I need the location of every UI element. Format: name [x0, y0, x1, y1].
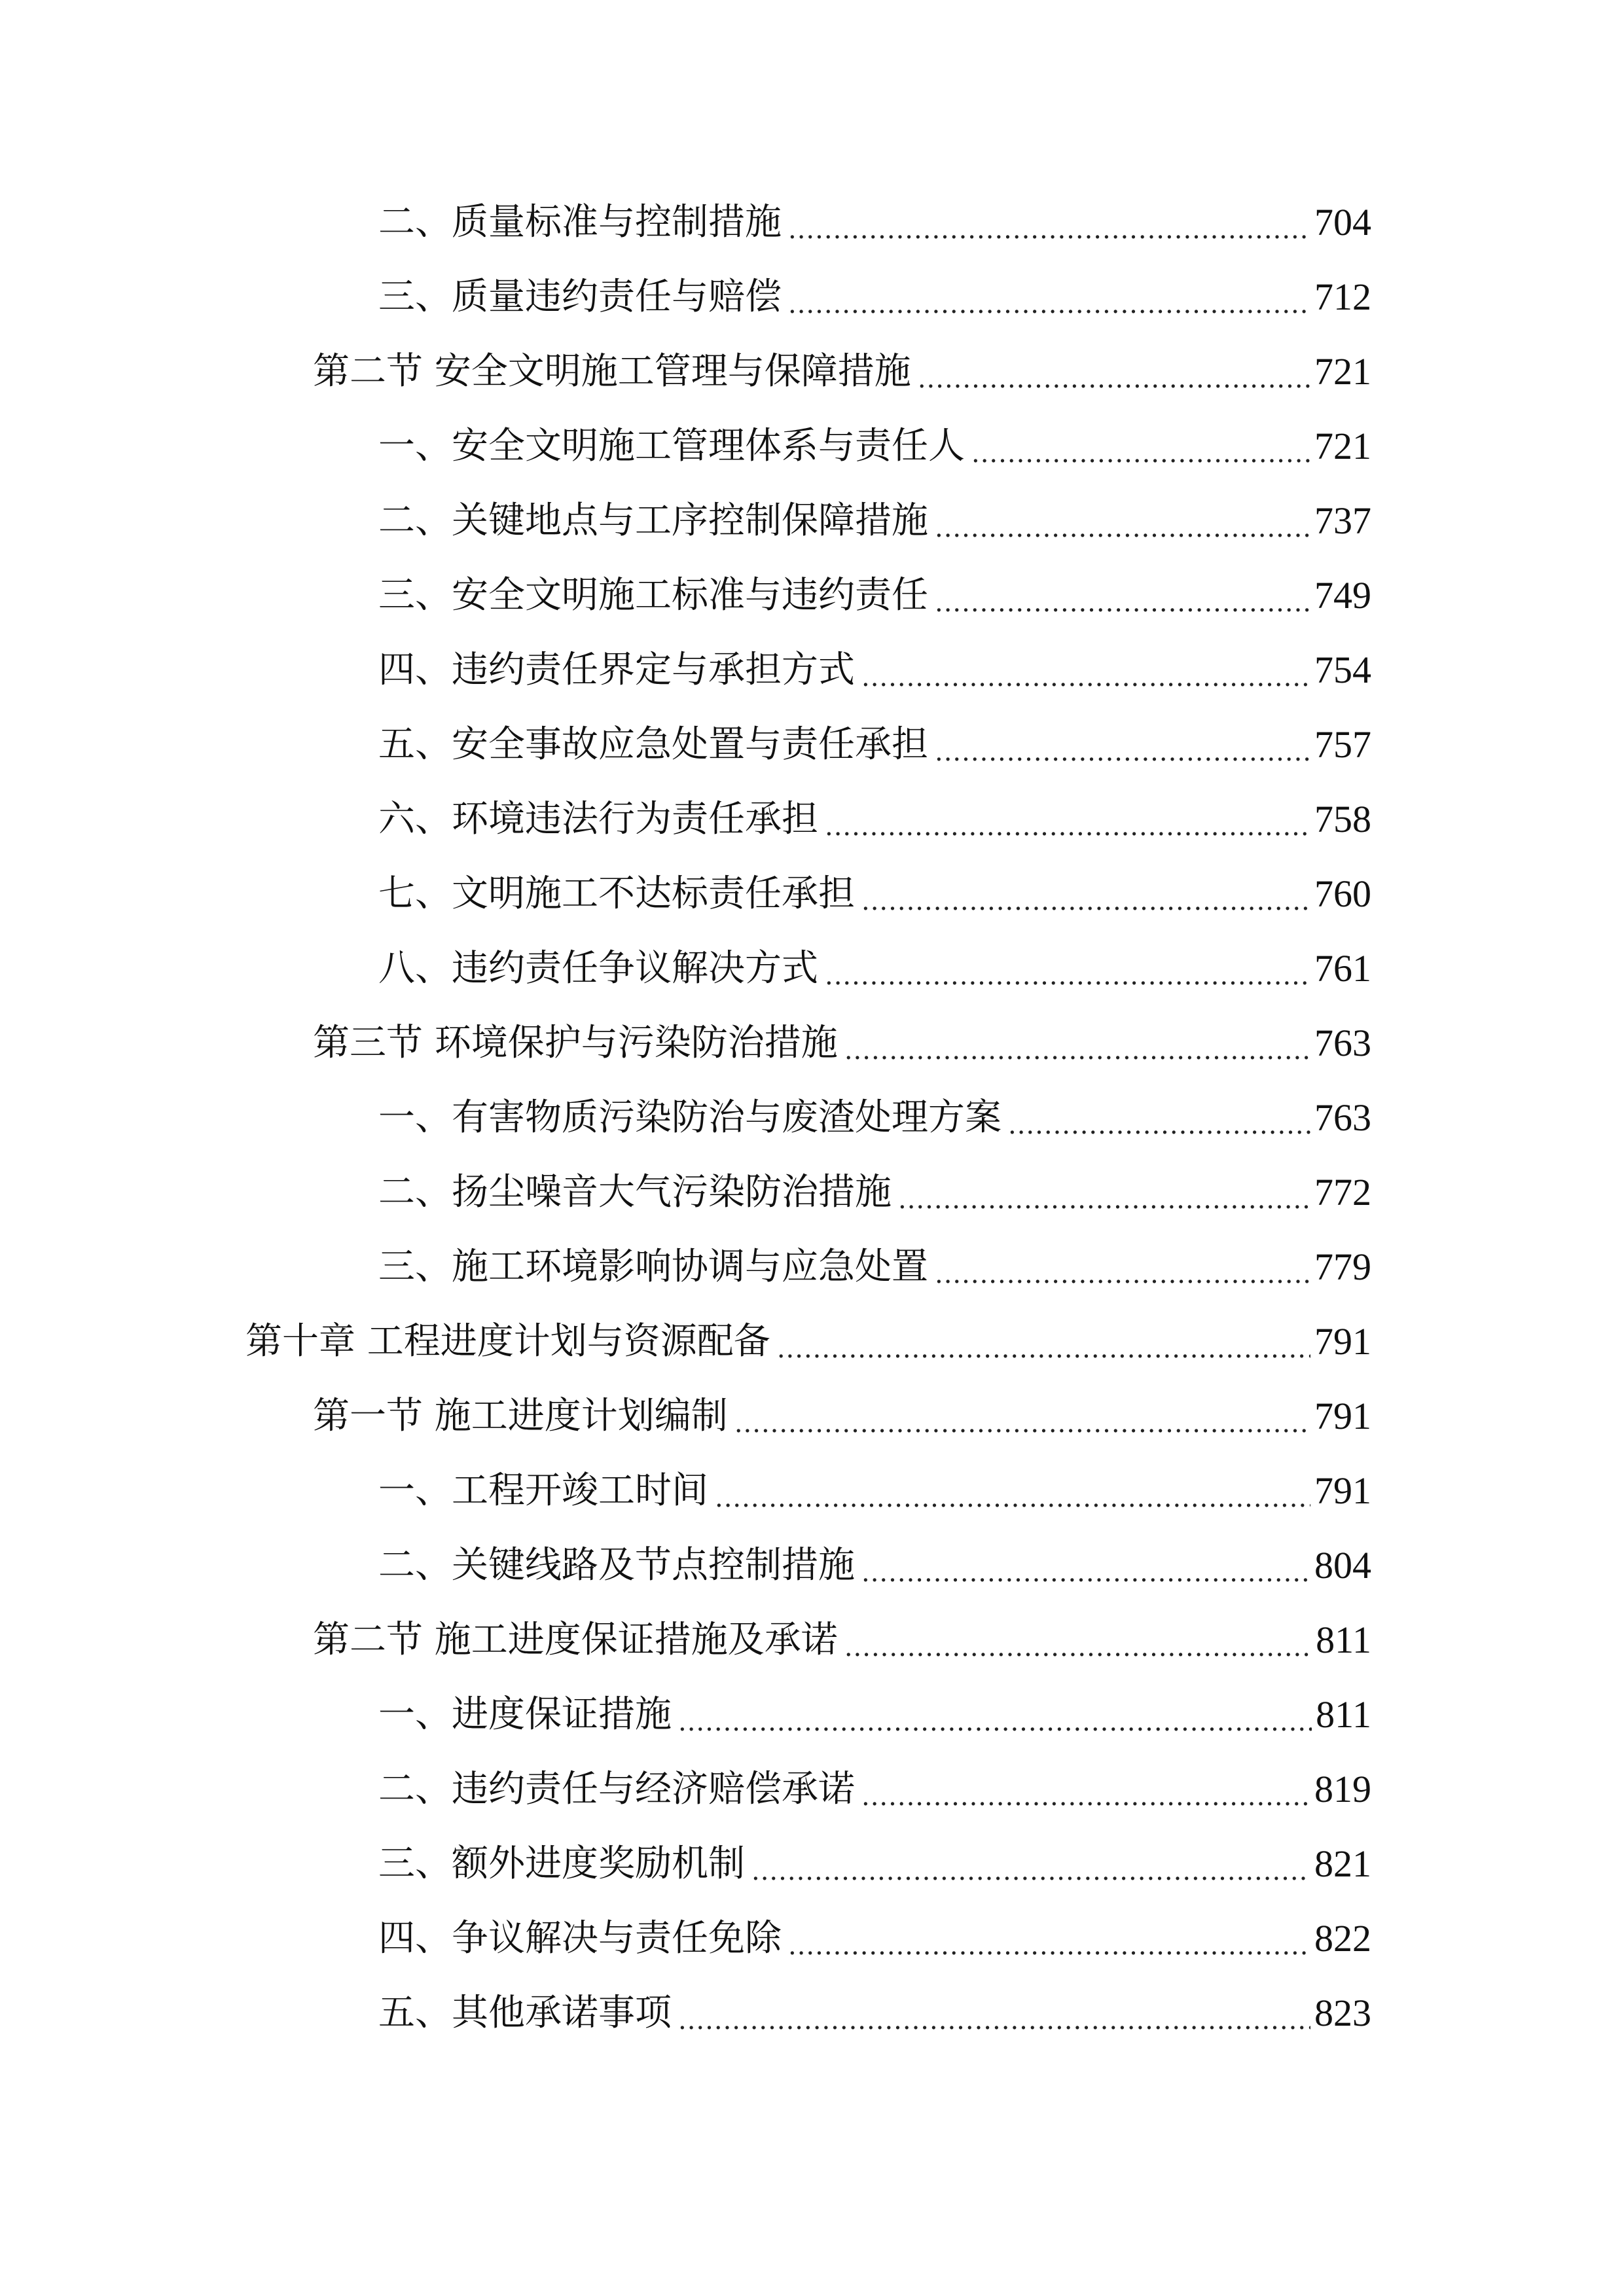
toc-entry[interactable]	[378, 857, 1371, 931]
toc-entry[interactable]	[378, 1752, 1371, 1827]
toc-entry-title: 二、违约责任与经济赔偿承诺	[378, 1768, 855, 1810]
toc-entry-page: 772	[1314, 1171, 1371, 1213]
toc-entry[interactable]	[378, 1155, 1371, 1230]
toc-dot-leader	[861, 857, 1310, 931]
toc-entry-page: 822	[1314, 1917, 1371, 1960]
toc-entry[interactable]	[378, 1827, 1371, 1901]
toc-entry-title: 第一节 施工进度计划编制	[313, 1395, 728, 1437]
toc-entry-page: 791	[1314, 1469, 1371, 1512]
toc-entry[interactable]	[378, 1081, 1371, 1155]
toc-entry[interactable]	[378, 1230, 1371, 1304]
toc-entry-page: 754	[1314, 649, 1371, 691]
toc-entry[interactable]	[378, 260, 1371, 334]
toc-dot-leader	[678, 1976, 1310, 2051]
toc-entry-page: 791	[1314, 1320, 1371, 1363]
toc-dot-leader	[788, 185, 1310, 260]
toc-dot-leader	[715, 1454, 1310, 1528]
toc-dot-leader	[788, 260, 1310, 334]
toc-entry-page: 804	[1314, 1544, 1371, 1587]
toc-dot-leader	[935, 1230, 1310, 1304]
toc-entry[interactable]	[378, 409, 1371, 484]
toc-entry-page: 819	[1314, 1768, 1371, 1810]
toc-entry[interactable]	[313, 1379, 1371, 1454]
toc-entry-page: 811	[1316, 1619, 1371, 1661]
toc-entry[interactable]	[378, 1528, 1371, 1603]
toc-entry-page: 721	[1314, 350, 1371, 393]
toc-entry-page: 760	[1314, 872, 1371, 915]
toc-entry[interactable]	[313, 334, 1371, 409]
toc-entry-page: 763	[1314, 1022, 1371, 1064]
toc-dot-leader	[825, 931, 1310, 1006]
toc-entry[interactable]	[378, 931, 1371, 1006]
toc-dot-leader	[935, 484, 1310, 558]
toc-entry-page: 761	[1314, 947, 1371, 990]
toc-entry[interactable]	[245, 1304, 1371, 1379]
toc-dot-leader	[918, 334, 1310, 409]
toc-entry-title: 二、质量标准与控制措施	[378, 201, 782, 243]
toc-dot-leader	[861, 633, 1310, 708]
toc-entry-page: 823	[1314, 1992, 1371, 2034]
toc-dot-leader	[861, 1528, 1310, 1603]
toc-entry-title: 三、质量违约责任与赔偿	[378, 276, 782, 318]
toc-entry-title: 五、其他承诺事项	[378, 1992, 672, 2034]
toc-entry-page: 763	[1314, 1096, 1371, 1139]
toc-entry-title: 二、关键地点与工序控制保障措施	[378, 499, 928, 542]
toc-entry-page: 821	[1314, 1842, 1371, 1885]
toc-entry-title: 三、施工环境影响协调与应急处置	[378, 1246, 928, 1288]
toc-entry-page: 758	[1314, 798, 1371, 840]
toc-entry-page: 791	[1314, 1395, 1371, 1437]
toc-dot-leader	[678, 1677, 1312, 1752]
toc-entry-page: 721	[1314, 425, 1371, 467]
toc-entry[interactable]	[378, 185, 1371, 260]
toc-entry-page: 779	[1314, 1246, 1371, 1288]
toc-dot-leader	[898, 1155, 1310, 1230]
toc-entry[interactable]	[378, 708, 1371, 782]
toc-entry[interactable]	[378, 633, 1371, 708]
toc-entry-title: 一、有害物质污染防治与废渣处理方案	[378, 1096, 1001, 1139]
toc-dot-leader	[788, 1901, 1310, 1976]
toc-entry-title: 六、环境违法行为责任承担	[378, 798, 818, 840]
toc-entry-title: 二、扬尘噪音大气污染防治措施	[378, 1171, 892, 1213]
toc-entry[interactable]	[378, 1976, 1371, 2051]
toc-dot-leader	[751, 1827, 1310, 1901]
toc-entry-title: 第十章 工程进度计划与资源配备	[245, 1320, 770, 1363]
toc-entry-title: 一、安全文明施工管理体系与责任人	[378, 425, 965, 467]
toc-dot-leader	[935, 708, 1310, 782]
toc-dot-leader	[935, 558, 1310, 633]
toc-entry[interactable]	[378, 1901, 1371, 1976]
toc-entry-title: 一、工程开竣工时间	[378, 1469, 708, 1512]
toc-entry-title: 第三节 环境保护与污染防治措施	[313, 1022, 838, 1064]
toc-entry[interactable]	[378, 1677, 1371, 1752]
toc-entry-title: 第二节 安全文明施工管理与保障措施	[313, 350, 911, 393]
toc-entry-title: 五、安全事故应急处置与责任承担	[378, 723, 928, 766]
toc-entry-title: 四、争议解决与责任免除	[378, 1917, 782, 1960]
toc-dot-leader	[861, 1752, 1310, 1827]
toc-entry-title: 七、文明施工不达标责任承担	[378, 872, 855, 915]
toc-entry-title: 三、安全文明施工标准与违约责任	[378, 574, 928, 617]
toc-entry-page: 712	[1314, 276, 1371, 318]
toc-dot-leader	[844, 1006, 1310, 1081]
toc-entry[interactable]	[378, 484, 1371, 558]
toc-entry-title: 一、进度保证措施	[378, 1693, 672, 1736]
toc-dot-leader	[971, 409, 1310, 484]
toc-entry[interactable]	[313, 1603, 1371, 1677]
toc-entry[interactable]	[378, 558, 1371, 633]
table-of-contents	[0, 185, 1624, 2051]
toc-entry-page: 811	[1316, 1693, 1371, 1736]
toc-entry-page: 757	[1314, 723, 1371, 766]
toc-dot-leader	[734, 1379, 1310, 1454]
toc-entry-title: 二、关键线路及节点控制措施	[378, 1544, 855, 1587]
toc-entry-title: 第二节 施工进度保证措施及承诺	[313, 1619, 838, 1661]
toc-entry-page: 704	[1314, 201, 1371, 243]
toc-entry-title: 八、违约责任争议解决方式	[378, 947, 818, 990]
toc-entry[interactable]	[378, 782, 1371, 857]
toc-entry-page: 737	[1314, 499, 1371, 542]
toc-dot-leader	[825, 782, 1310, 857]
toc-dot-leader	[844, 1603, 1312, 1677]
toc-entry[interactable]	[378, 1454, 1371, 1528]
toc-dot-leader	[1008, 1081, 1310, 1155]
toc-entry-title: 三、额外进度奖励机制	[378, 1842, 745, 1885]
toc-dot-leader	[777, 1304, 1310, 1379]
toc-entry-page: 749	[1314, 574, 1371, 617]
toc-entry-title: 四、违约责任界定与承担方式	[378, 649, 855, 691]
toc-entry[interactable]	[313, 1006, 1371, 1081]
